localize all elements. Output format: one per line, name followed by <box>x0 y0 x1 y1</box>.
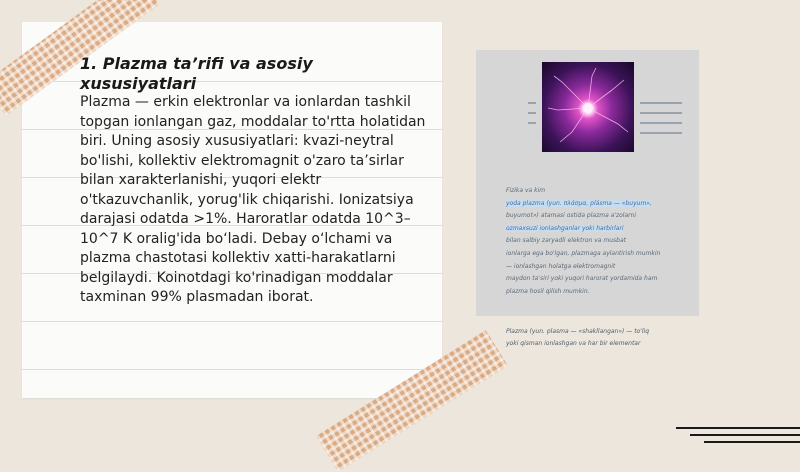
thumbnail-article-text <box>506 185 691 298</box>
thumb-caption-line <box>640 102 682 104</box>
thumb-caption-line <box>640 122 682 124</box>
thumb-caption-line <box>640 132 682 134</box>
thumb-line-1: yoda plazma (yun. πλάσμα, plásma — «buyum», <box>506 199 652 207</box>
thumb-line-7: maydon ta'siri yoki yuqori harorat yordamida ham <box>506 275 658 283</box>
slide-title: 1. Plazma ta’rifi va asosiy xususiyatlari <box>80 54 313 93</box>
decorative-line <box>704 441 800 443</box>
thumb-caption-line <box>528 122 536 124</box>
thumb-caption-line <box>528 102 536 104</box>
slide-body-text: Plazma — erkin elektronlar va ionlardan tashkil topgan ionlangan gaz, moddalar to'rtta holatidan biri. Uning asosiy xususiyatlari: kvazi-neytral bo'lishi, kollektiv elektromagnit o'zaro ta’sirlar bilan xarakterlanishi, yuqori elektr o'tkazuvchanlik, yorug'lik chiqarishi. Ionizatsiya darajasi odatda >1%. Haroratlar odatda 10^3–10^7 K oralig'ida bo‘ladi. Debay o‘lchami va plazma chastotasi kollektiv xatti-harakatlarni belgilaydi. Koinotdagi ko'rinadigan moddalar taxminan 99% plasmadan iborat. <box>80 94 426 305</box>
thumb-caption-line <box>640 112 682 114</box>
thumb-line-3: ozmaxsuzi ionlashganlar yoki harbirlari <box>506 224 624 232</box>
thumb-caption-line <box>528 112 536 114</box>
thumb-tail-1: yoki qisman ionlashgan va har bir elementar <box>506 340 641 347</box>
plasma-filaments-graphic <box>542 62 634 152</box>
thumb-line-8: plazma hosil qilish mumkin. <box>506 287 590 295</box>
document-thumbnail <box>476 50 699 347</box>
thumb-line-4: bilan salbiy zaryadli elektron va musbat <box>506 237 626 245</box>
thumbnail-definition-text <box>506 326 691 350</box>
thumb-line-6: — ionlashgan holatga elektromagnit <box>506 262 616 270</box>
decorative-line <box>676 427 800 429</box>
thumb-tail-0: Plazma (yun. plasma — «shakllangan») — to'liq <box>506 328 650 335</box>
thumb-line-5: ionlarga ega bo'lgan, plazmaga aylantirish mumkin <box>506 249 661 257</box>
decorative-line <box>690 434 800 436</box>
thumb-line-0: Fizika va kim <box>506 187 546 194</box>
plasma-ball-photo <box>542 62 634 152</box>
thumb-line-2: buyumot») atamasi ostida plazma a'zolarni <box>506 212 637 220</box>
